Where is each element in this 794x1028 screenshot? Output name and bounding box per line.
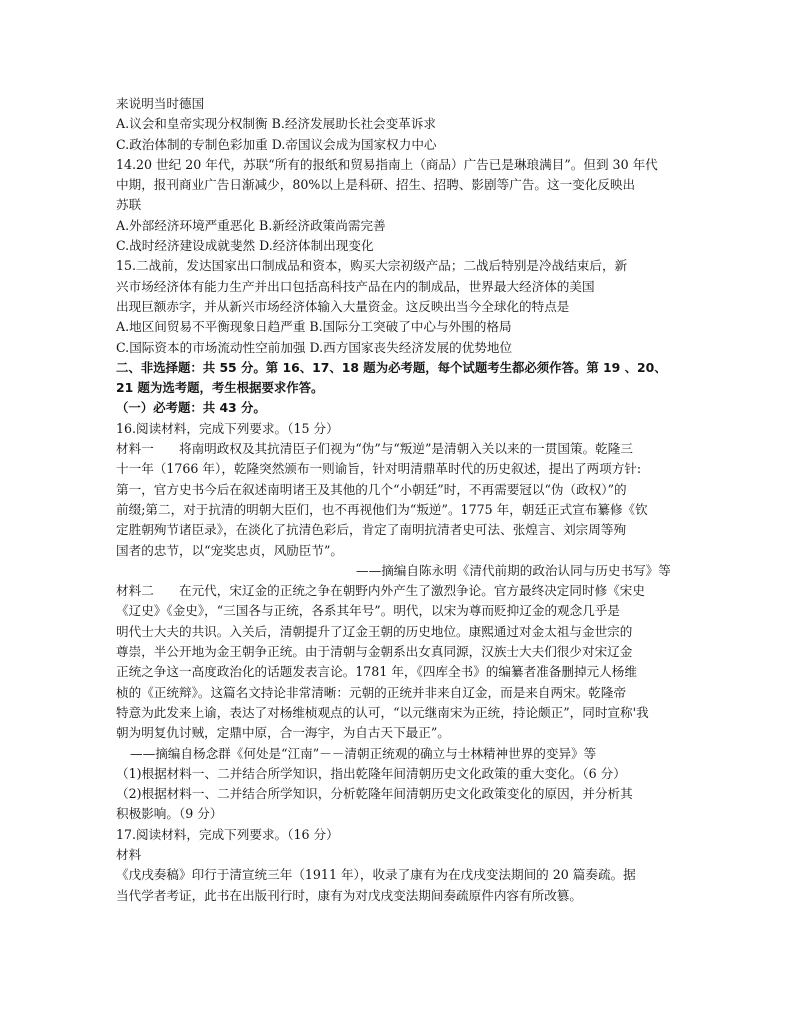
q15-stem: 出现巨额赤字，并从新兴市场经济体输入大量资金。这反映出当今全球化的特点是 xyxy=(116,298,570,314)
q16-heading: 16.阅读材料，完成下列要求。（15 分） xyxy=(116,420,339,436)
material-1-text: 第一，官方史书今后在叙述南明诸王及其他的几个“小朝廷”时，不再需要冠以“伪（政权）”的 xyxy=(116,481,627,497)
q14-option-ab: A.外部经济环境严重恶化 B.新经济政策尚需完善 xyxy=(116,217,386,233)
q17-heading: 17.阅读材料，完成下列要求。（16 分） xyxy=(116,826,339,842)
material-1-text: 十一年（1766 年），乾隆突然颁布一则谕旨，针对明清鼎革时代的历史叙述，提出了两项方针: xyxy=(116,461,642,477)
q17-material-text: 当代学者考证，此书在出版刊行时，康有为对戊戌变法期间奏疏原件内容有所改篡。 xyxy=(116,887,582,903)
q14-stem: 14.20 世纪 20 年代，苏联“所有的报纸和贸易指南上（商品）广告已是琳琅满目”。但到 30 年代 xyxy=(116,156,658,172)
q13-stem-end: 来说明当时德国 xyxy=(116,96,205,111)
material-1-text: 材料一 将南明政权及其抗清臣子们视为“伪”与“叛逆”是清朝入关以来的一贯国策。乾隆三 xyxy=(116,441,633,457)
material-2-source: ——摘编自杨念群《何处是“江南”－－清朝正统观的确立与士林精神世界的变异》等 xyxy=(130,745,597,761)
material-2-text: 《辽史》《金史》，“三国各与正统，各系其年号”。明代，以宋为尊而贬抑辽金的观念几乎是 xyxy=(116,603,621,619)
q14-stem: 中期，报刊商业广告日渐减少，80%以上是科研、招生、招聘、影剧等广告。这一变化反映出 xyxy=(116,177,636,193)
section-heading: 21 题为选考题，考生根据要求作答。 xyxy=(116,380,324,396)
material-1-text: 前缀;第二，对于抗清的明朝大臣们，也不再视他们为“叛逆”。1775 年，朝廷正式宣布纂修《钦 xyxy=(116,501,648,517)
material-2-text: 桢的《正统辩》。这篇名文持论非常清晰：元朝的正统并非来自辽金，而是来自两宋。乾隆帝 xyxy=(116,684,627,700)
material-2-text: 尊崇，半公开地为金王朝争正统。由于清朝与金朝系出女真同源，汉族士大夫们很少对宋辽金 xyxy=(116,644,633,660)
material-2-text: 明代士大夫的共识。入关后，清朝提升了辽金王朝的历史地位。康熙通过对金太祖与金世宗的 xyxy=(116,623,633,639)
q16-part-1: （1)根据材料一、二并结合所学知识，指出乾隆年间清朝历史文化政策的重大变化。（6 分） xyxy=(116,765,626,781)
q15-option-cd: C.国际资本的市场流动性空前加强 D.西方国家丧失经济发展的优势地位 xyxy=(116,339,513,355)
q16-part-2: 积极影响。（9 分） xyxy=(116,806,223,822)
document-page xyxy=(116,94,708,906)
q15-stem: 兴市场经济体有能力生产并出口包括高科技产品在内的制成品，世界最大经济体的美国 xyxy=(116,278,595,294)
q14-stem: 苏联 xyxy=(116,197,142,213)
q13-option-cd: C.政治体制的专制色彩加重 D.帝国议会成为国家权力中心 xyxy=(116,136,437,152)
q16-part-2: （2)根据材料一、二并结合所学知识，分析乾隆年间清朝历史文化政策变化的原因，并分析其 xyxy=(116,786,633,802)
section-heading: 二、非选择题：共 55 分。第 16、17、18 题为必考题，每个试题考生都必须作答。第 19 、20、 xyxy=(116,359,667,375)
material-2-text: 正统之争这一高度政治化的话题发表言论。1781 年，《四库全书》的编纂者准备删掉元人杨维 xyxy=(116,664,637,680)
subsection-heading: （一）必考题：共 43 分。 xyxy=(116,400,266,416)
q15-option-ab: A.地区间贸易不平衡现象日趋严重 B.国际分工突破了中心与外围的格局 xyxy=(116,319,512,335)
material-2-text: 特意为此发来上谕，表达了对杨维桢观点的认可，“以元继南宋为正统，持论颇正”，同时宣称'我 xyxy=(116,704,649,720)
material-1-source: ——摘编自陈永明《清代前期的政治认同与历史书写》等 xyxy=(356,562,671,578)
q17-material-text: 《戊戌奏稿》印行于清宣统三年（1911 年），收录了康有为在戊戌变法期间的 20 篇奏疏。据 xyxy=(116,867,636,883)
q13-option-ab: A.议会和皇帝实现分权制衡 B.经济发展助长社会变革诉求 xyxy=(116,116,437,132)
q15-stem: 15.二战前，发达国家出口制成品和资本，购买大宗初级产品；二战后特别是冷战结束后，新 xyxy=(116,258,628,274)
material-1-text: 定胜朝殉节诸臣录》，在淡化了抗清色彩后，肯定了南明抗清者史可法、张煌言、刘宗周等殉 xyxy=(116,522,627,538)
material-2-text: 朝为明复仇讨贼，定鼎中原，合一海宇，为自古天下最正”。 xyxy=(116,725,450,741)
q14-option-cd: C.战时经济建设成就斐然 D.经济体制出现变化 xyxy=(116,238,374,254)
q17-material-label: 材料 xyxy=(116,846,142,862)
material-2-text: 材料二 在元代，宋辽金的正统之争在朝野内外产生了激烈争论。官方最终决定同时修《宋史 xyxy=(116,583,645,599)
material-1-text: 国者的忠节，以“宠奖忠贞，风励臣节”。 xyxy=(116,542,343,558)
